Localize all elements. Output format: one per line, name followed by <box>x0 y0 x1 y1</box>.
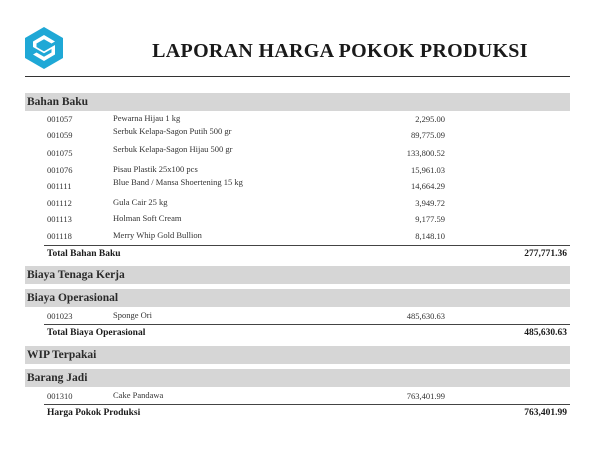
item-code: 001118 <box>47 231 72 241</box>
item-code: 001310 <box>47 391 73 401</box>
item-amount: 133,800.52 <box>406 148 445 158</box>
item-name: Holman Soft Cream <box>113 213 182 223</box>
item-code: 001076 <box>47 165 73 175</box>
table-row <box>25 214 570 226</box>
table-row <box>25 114 570 126</box>
total-divider <box>44 245 570 246</box>
table-row <box>25 391 570 403</box>
item-amount: 3,949.72 <box>415 198 445 208</box>
total-row <box>25 249 570 262</box>
table-row <box>25 127 570 145</box>
item-name: Sponge Ori <box>113 310 152 320</box>
grand-total-label: Harga Pokok Produksi <box>47 408 141 418</box>
item-name: Serbuk Kelapa-Sagon Putih 500 gr <box>113 126 232 136</box>
total-divider <box>44 404 570 405</box>
total-label: Total Biaya Operasional <box>47 328 146 338</box>
section-biaya-operasional: Biaya Operasional <box>25 289 570 307</box>
company-logo-icon <box>22 26 66 70</box>
table-row <box>25 198 570 210</box>
item-code: 001111 <box>47 181 72 191</box>
item-name: Gula Cair 25 kg <box>113 197 168 207</box>
item-amount: 9,177.59 <box>415 214 445 224</box>
total-label: Total Bahan Baku <box>47 249 121 259</box>
table-row <box>25 231 570 243</box>
total-amount: 485,630.63 <box>524 328 567 338</box>
item-amount: 763,401.99 <box>406 391 445 401</box>
table-row <box>25 145 570 163</box>
item-amount: 2,295.00 <box>415 114 445 124</box>
item-name: Blue Band / Mansa Shoertening 15 kg <box>113 177 243 187</box>
item-amount: 14,664.29 <box>411 181 445 191</box>
grand-total-amount: 763,401.99 <box>524 408 567 418</box>
total-row <box>25 328 570 341</box>
section-biaya-tenaga-kerja: Biaya Tenaga Kerja <box>25 266 570 284</box>
report-title: LAPORAN HARGA POKOK PRODUKSI <box>152 40 528 62</box>
section-wip-terpakai: WIP Terpakai <box>25 346 570 364</box>
total-divider <box>44 324 570 325</box>
item-name: Pisau Plastik 25x100 pcs <box>113 164 198 174</box>
table-row <box>25 311 570 323</box>
item-name: Cake Pandawa <box>113 390 164 400</box>
item-name: Pewarna Hijau 1 kg <box>113 113 181 123</box>
total-amount: 277,771.36 <box>524 249 567 259</box>
item-code: 001057 <box>47 114 73 124</box>
grand-total-row <box>25 408 570 421</box>
table-row <box>25 178 570 196</box>
header-divider <box>25 76 570 77</box>
table-row <box>25 165 570 177</box>
section-barang-jadi: Barang Jadi <box>25 369 570 387</box>
item-code: 001112 <box>47 198 72 208</box>
item-amount: 8,148.10 <box>415 231 445 241</box>
item-name: Merry Whip Gold Bullion <box>113 230 202 240</box>
item-amount: 15,961.03 <box>411 165 445 175</box>
item-name: Serbuk Kelapa-Sagon Hijau 500 gr <box>113 144 233 154</box>
item-amount: 89,775.09 <box>411 130 445 140</box>
item-amount: 485,630.63 <box>406 311 445 321</box>
item-code: 001075 <box>47 148 73 158</box>
item-code: 001023 <box>47 311 73 321</box>
item-code: 001059 <box>47 130 73 140</box>
section-bahan-baku: Bahan Baku <box>25 93 570 111</box>
item-code: 001113 <box>47 214 72 224</box>
